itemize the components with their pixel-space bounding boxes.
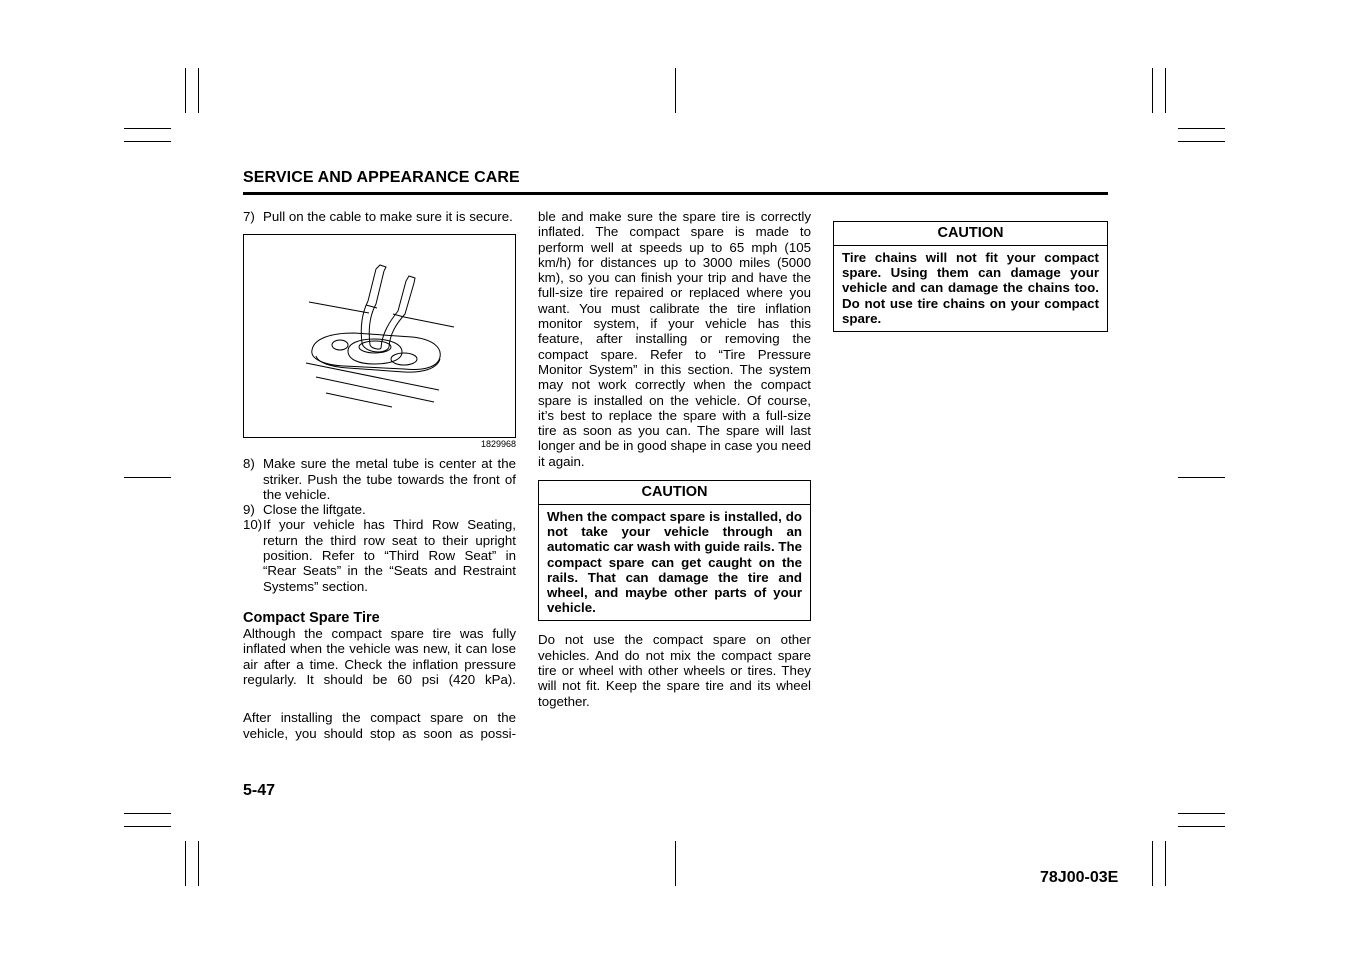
step-9 <box>243 502 516 517</box>
caution-box <box>833 221 1108 332</box>
caution-title: CAUTION <box>834 222 1107 246</box>
step-text: If your vehicle has Third Row Seating, return the third row seat to their upright position. Refer to “Third Row Seat” in “Rear Seats” in the “Seats and Restraint Systems” section. <box>263 517 516 594</box>
caution-title: CAUTION <box>539 481 810 505</box>
step-text: Pull on the cable to make sure it is secure. <box>263 209 513 224</box>
column-1 <box>243 209 516 756</box>
paragraph: Although the compact spare tire was fully inflated when the vehicle was new, it can lose air after a time. Check the inflation pressure regularly. It should be 60 psi (420 kPa). <box>243 625 516 687</box>
step-number: 7) <box>243 209 255 224</box>
step-text: Close the liftgate. <box>263 502 366 518</box>
caution-box <box>538 480 811 621</box>
header-rule <box>243 192 1108 195</box>
paragraph: Do not use the compact spare on other vehicles. And do not mix the compact spare tire or wheel with other wheels or tires. They will not fit. Keep the spare tire and its wheel together. <box>538 632 811 709</box>
page-number: 5-47 <box>243 782 276 799</box>
step-number: 10) <box>243 517 263 533</box>
step-number: 9) <box>243 502 255 518</box>
section-title: SERVICE AND APPEARANCE CARE <box>243 169 520 186</box>
step-number: 8) <box>243 456 255 472</box>
caution-text: When the compact spare is installed, do not take your vehicle through an automatic car wash with guide rails. The compact spare can get caught on the rails. That can damage the tire and wheel, and maybe other parts of your vehicle. <box>547 509 802 616</box>
subheading-compact-spare-tire: Compact Spare Tire <box>243 609 380 626</box>
paragraph: ble and make sure the spare tire is correctly inflated. The compact spare is made to perform well at speeds up to 65 mph (105 km/h) for distances up to 3000 miles (5000 km), so you can finish your trip and have the full-size tire repaired or replaced where you want. You must calibrate the tire inflation monitor system, if your vehicle has this feature, after installing or removing the compact spare. Refer to “Tire Pressure Monitor System” in this section. The system may not work correctly when the compact spare is installed on the vehicle. Of course, it’s best to replace the spare with a full-size tire as soon as you can. The spare will last longer and be in good shape in case you need it again. <box>538 209 811 469</box>
paragraph: After installing the compact spare on the vehicle, you should stop as soon as possi- <box>243 710 516 741</box>
caution-text: Tire chains will not fit your compact spare. Using them can damage your vehicle and can damage the chains too. Do not use tire chains on your compact spare. <box>842 250 1099 326</box>
column-2 <box>538 209 811 709</box>
step-text: Make sure the metal tube is center at the striker. Push the tube towards the front of the vehicle. <box>263 456 516 502</box>
step-8 <box>243 456 516 502</box>
spare-tire-cable-illustration <box>243 234 516 438</box>
column-3 <box>833 210 1108 332</box>
document-code: 78J00-03E <box>1040 869 1119 886</box>
step-10 <box>243 517 516 593</box>
cable-striker-drawing <box>244 235 515 437</box>
figure-id: 1829968 <box>480 439 516 450</box>
step-7 <box>243 209 516 224</box>
